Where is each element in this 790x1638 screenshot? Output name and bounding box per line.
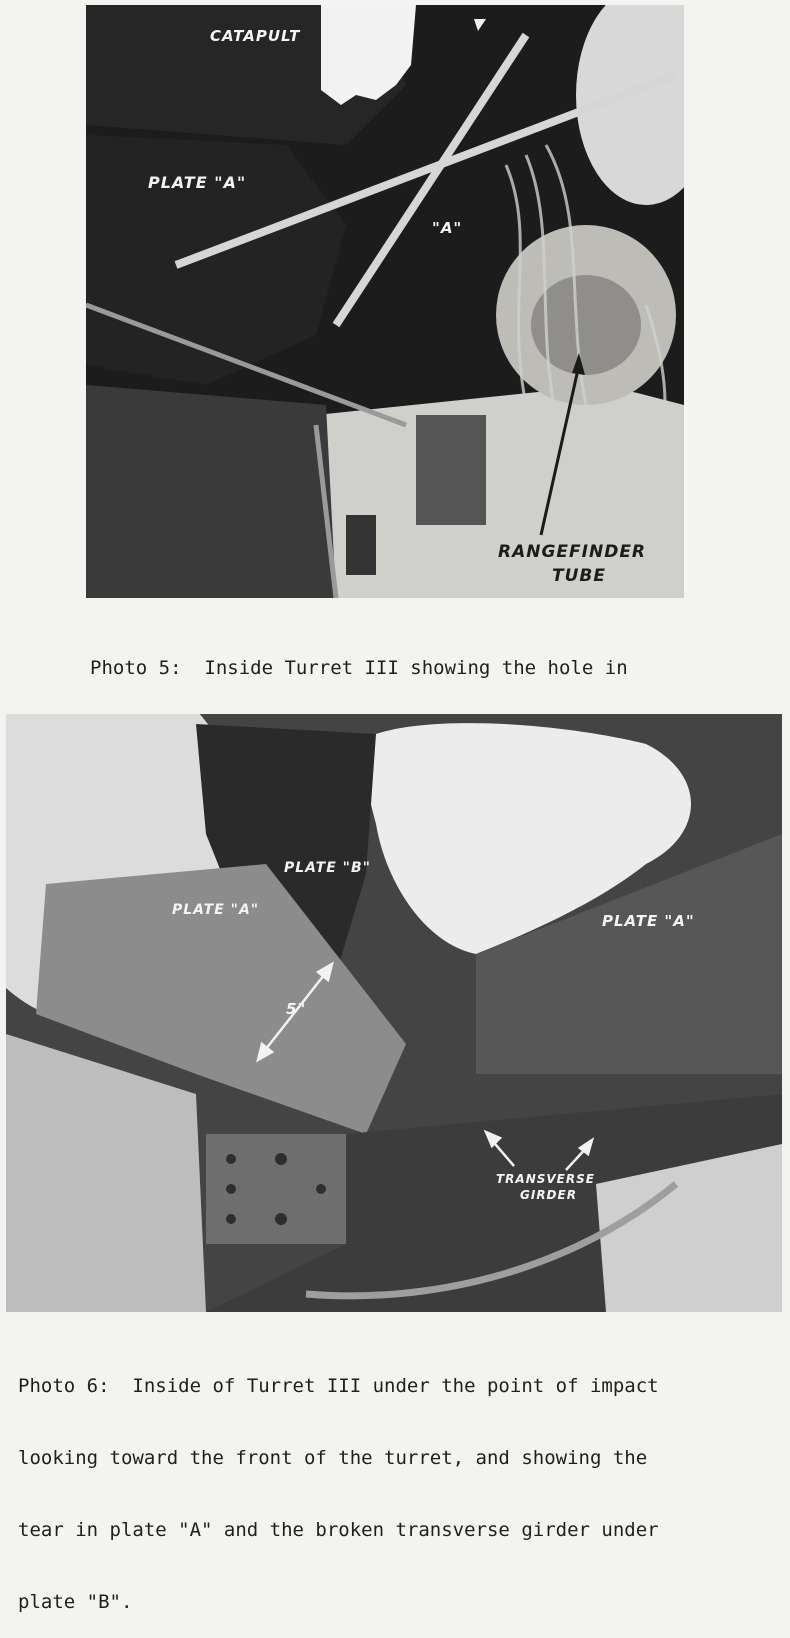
label-plate-a: PLATE "A" [148,173,247,192]
label-plate-a-right: PLATE "A" [602,912,695,930]
label-rangefinder-line1: RANGEFINDER [498,542,647,562]
label-girder-line2: GIRDER [520,1188,577,1202]
photo-6 [6,714,782,1312]
label-rangefinder-line2: TUBE [552,566,606,586]
photo-6-image [6,714,782,1312]
photo-5-image [86,5,684,598]
photo-6-caption [18,1326,788,1638]
label-catapult: CATAPULT [210,27,301,45]
label-plate-a-left: PLATE "A" [172,902,260,918]
caption-line: plate "B". [18,1591,133,1613]
label-a: "A" [432,219,463,237]
photo-5 [86,5,684,598]
caption-line: tear in plate "A" and the broken transverse girder under [18,1519,659,1541]
caption-line: Photo 6: Inside of Turret III under the point of impact [18,1375,659,1397]
caption-line: looking toward the front of the turret, and showing the [18,1447,648,1469]
label-plate-b: PLATE "B" [284,860,371,876]
label-girder-line1: TRANSVERSE [496,1172,595,1186]
caption-line: Photo 5: Inside Turret III showing the hole in [90,657,628,679]
label-dimension-5in: 5" [286,1000,307,1018]
